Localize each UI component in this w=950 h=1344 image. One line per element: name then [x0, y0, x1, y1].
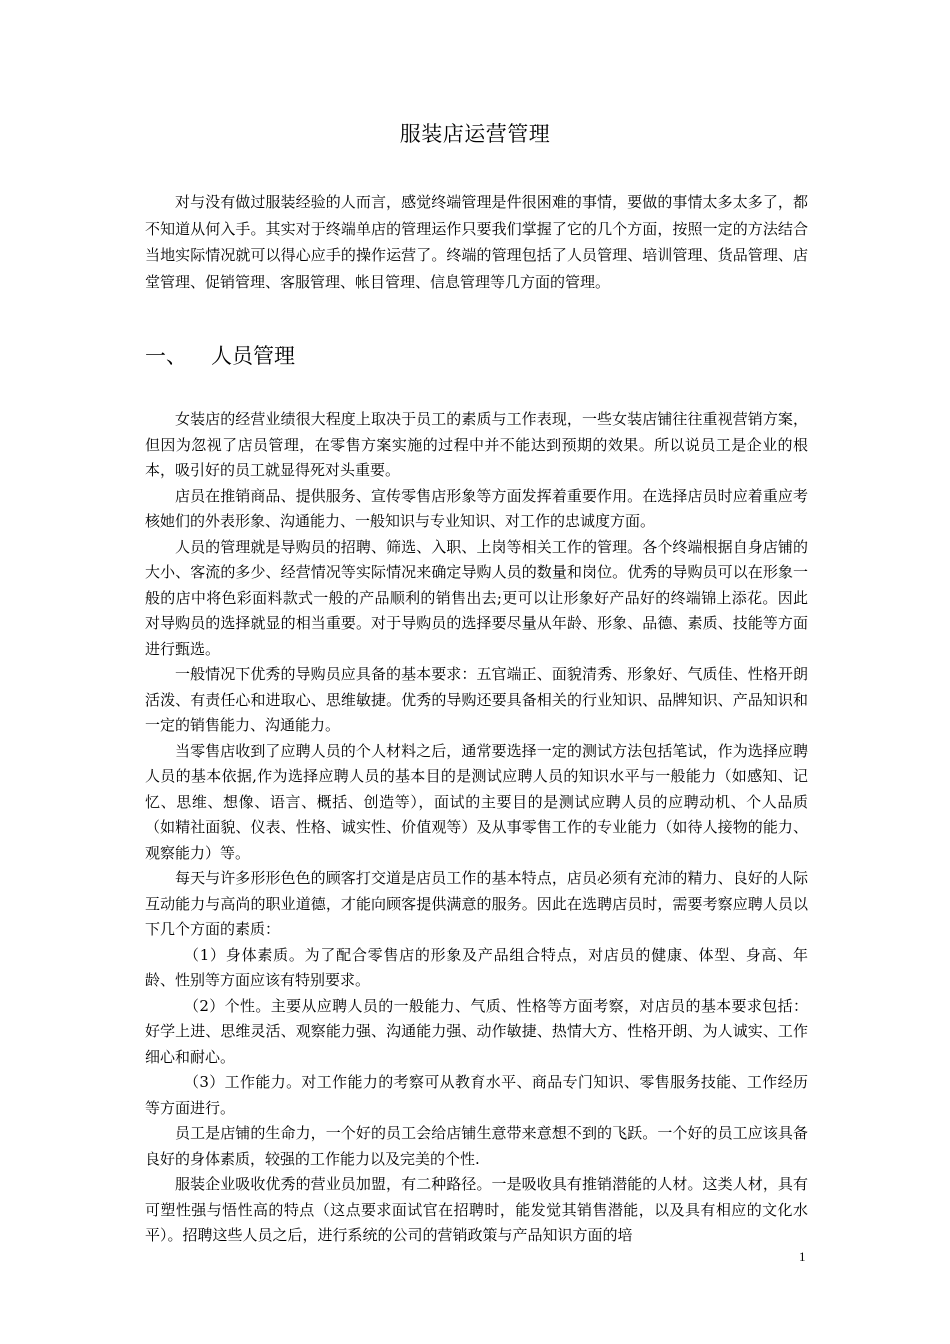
intro-paragraph: 对与没有做过服装经验的人而言，感觉终端管理是件很困难的事情，要做的事情太多太多了，都不知道从何入手。其实对于终端单店的管理运作只要我们掌握了它的几个方面，按照一定的方法结合当地实际情况就可以得心应手的操作运营了。终端的管理包括了人员管理、培训管理、货品管理、店堂管理、促销管理、客服管理、帐目管理、信息管理等几方面的管理。 [145, 193, 808, 291]
section-number: 一、 [145, 344, 187, 368]
body-paragraph: 女装店的经营业绩很大程度上取决于员工的素质与工作表现，一些女装店铺往往重视营销方案，但因为忽视了店员管理，在零售方案实施的过程中并不能达到预期的效果。所以说员工是企业的根本，吸引好的员工就显得死对头重要。 [145, 410, 808, 479]
body-paragraph: 一般情况下优秀的导购员应具备的基本要求：五官端正、面貌清秀、形象好、气质佳、性格开朗活泼、有责任心和进取心、思维敏捷。优秀的导购还要具备相关的行业知识、品牌知识、产品知识和一定的销售能力、沟通能力。 [145, 665, 808, 734]
section-heading [145, 341, 295, 371]
body-paragraph: 每天与许多形形色色的顾客打交道是店员工作的基本特点，店员必须有充沛的精力、良好的人际互动能力与高尚的职业道德，才能向顾客提供满意的服务。因此在选聘店员时，需要考察应聘人员以下几个方面的素质： [145, 869, 808, 938]
list-item: （3）工作能力。对工作能力的考察可从教育水平、商品专门知识、零售服务技能、工作经历等方面进行。 [145, 1073, 808, 1117]
list-item: （2）个性。主要从应聘人员的一般能力、气质、性格等方面考察，对店员的基本要求包括：好学上进、思维灵活、观察能力强、沟通能力强、动作敏捷、热情大方、性格开朗、为人诚实、工作细心和耐心。 [145, 996, 808, 1066]
body-paragraph: 员工是店铺的生命力，一个好的员工会给店铺生意带来意想不到的飞跃。一个好的员工应该具备良好的身体素质，较强的工作能力以及完美的个性. [145, 1124, 808, 1168]
body-paragraph: 人员的管理就是导购员的招聘、筛选、入职、上岗等相关工作的管理。各个终端根据自身店铺的大小、客流的多少、经营情况等实际情况来确定导购人员的数量和岗位。优秀的导购员可以在形象一般的店中将色彩面料款式一般的产品顺利的销售出去;更可以让形象好产品好的终端锦上添花。因此对导购员的选择就显的相当重要。对于导购员的选择要尽量从年龄、形象、品德、素质、技能等方面进行甄选。 [145, 537, 808, 658]
section-title: 人员管理 [211, 344, 295, 368]
body-paragraph: 店员在推销商品、提供服务、宣传零售店形象等方面发挥着重要作用。在选择店员时应着重应考核她们的外表形象、沟通能力、一般知识与专业知识、对工作的忠诚度方面。 [145, 486, 808, 530]
body-paragraph: 服装企业吸收优秀的营业员加盟，有二种路径。一是吸收具有推销潜能的人材。这类人材，具有可塑性强与悟性高的特点（这点要求面试官在招聘时，能发觉其销售潜能，以及具有相应的文化水平）。招聘这些人员之后，进行系统的公司的营销政策与产品知识方面的培 [145, 1175, 808, 1244]
section-body [145, 407, 808, 1249]
document-title: 服装店运营管理 [399, 122, 551, 146]
body-paragraph: 当零售店收到了应聘人员的个人材料之后，通常要选择一定的测试方法包括笔试，作为选择应聘人员的基本依据,作为选择应聘人员的基本目的是测试应聘人员的知识水平与一般能力（如感知、记忆、思维、想像、语言、概括、创造等），面试的主要目的是测试应聘人员的应聘动机、个人品质（如精社面貌、仪表、性格、诚实性、价值观等）及从事零售工作的专业能力（如待人接物的能力、观察能力）等。 [145, 741, 808, 862]
page-number: 1 [799, 1249, 806, 1264]
list-item: （1）身体素质。为了配合零售店的形象及产品组合特点，对店员的健康、体型、身高、年龄、性别等方面应该有特别要求。 [145, 945, 808, 989]
